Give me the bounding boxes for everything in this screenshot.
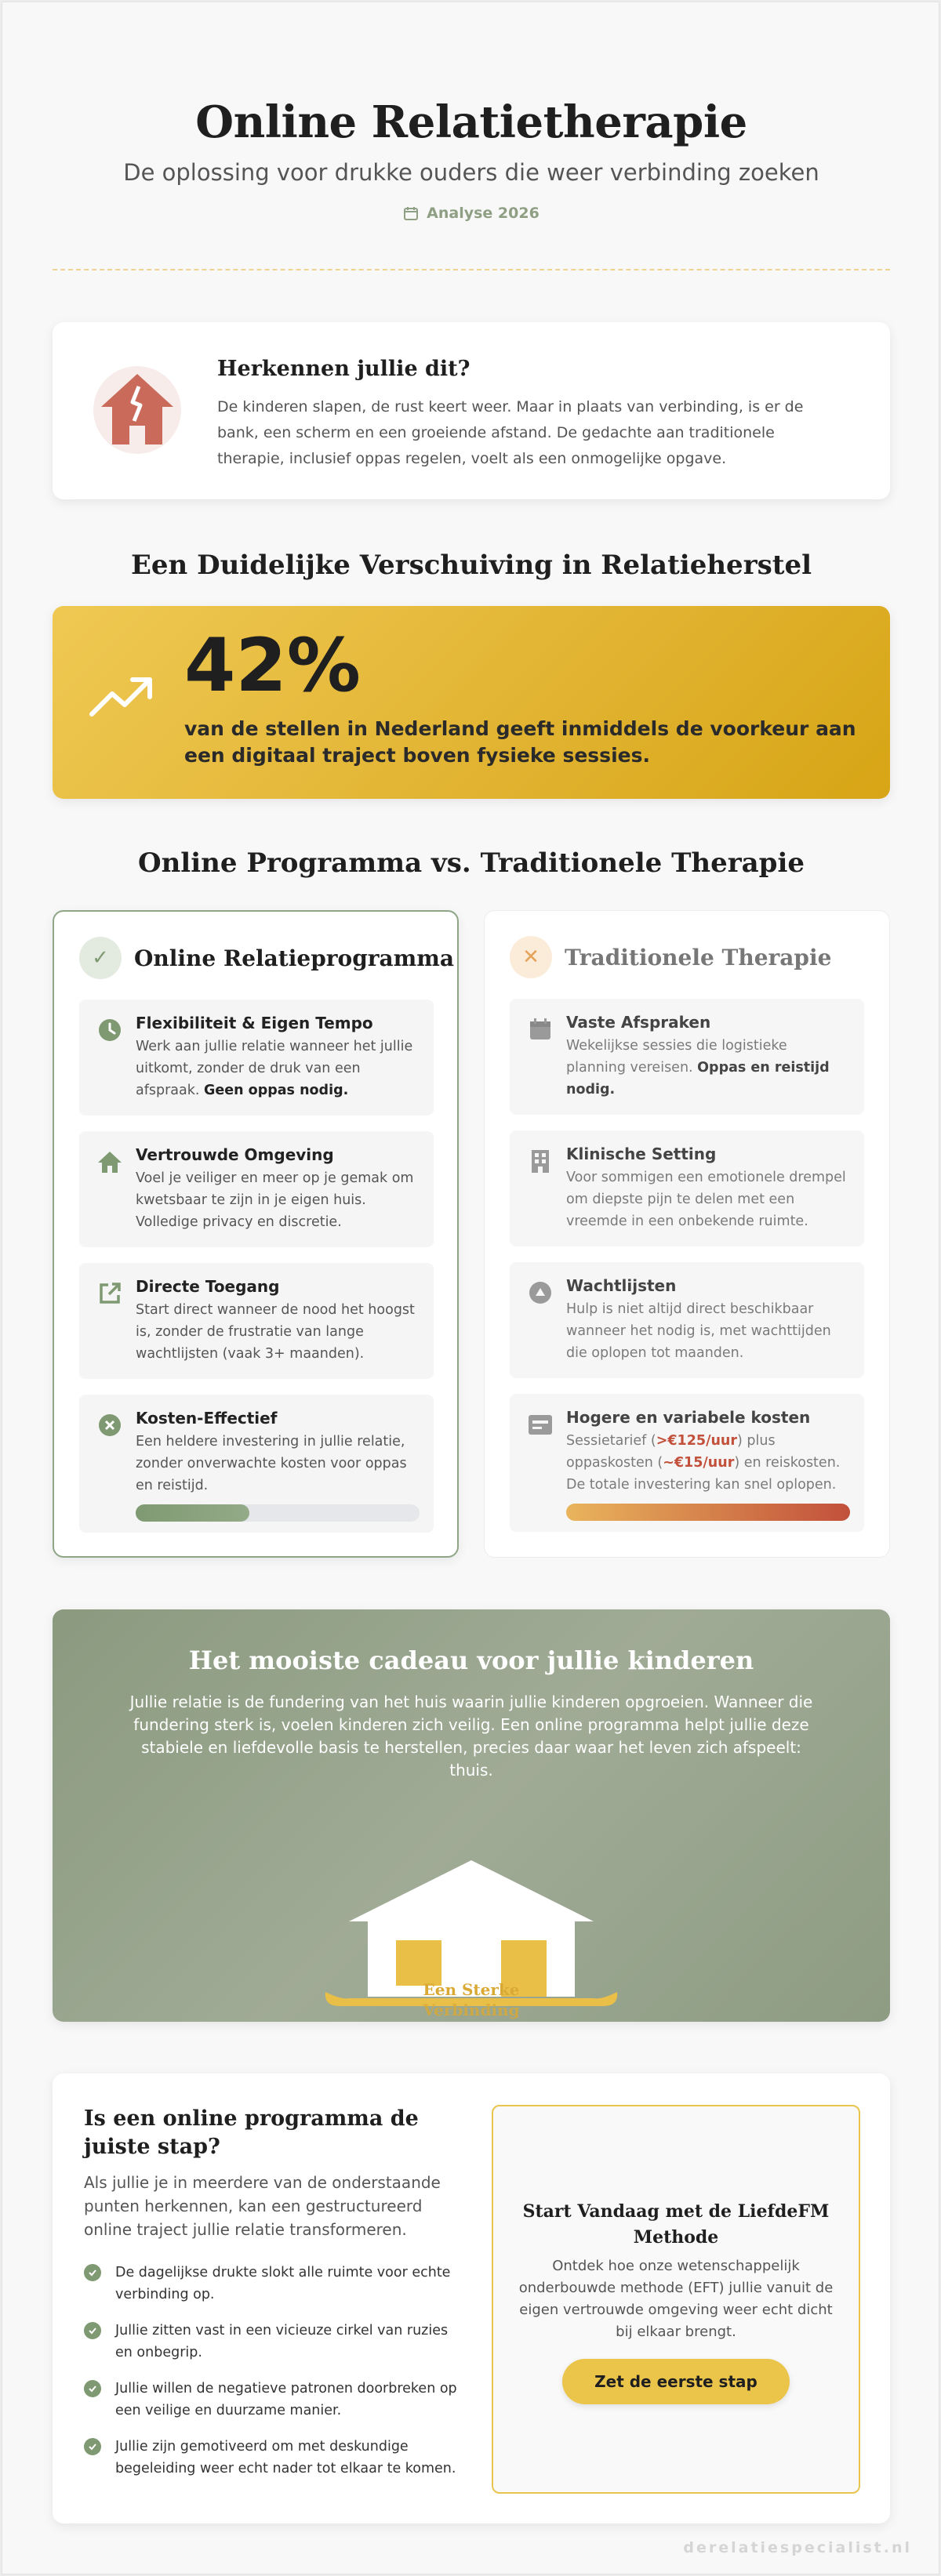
date-label <box>2 205 940 222</box>
traditional-therapy-card <box>484 910 890 1558</box>
date-text: Analyse 2026 <box>427 205 540 222</box>
online-item-body: Start direct wanneer de nood het hoogst is, zonder de frustratie van lange wachtlijsten (vaak 3+ maanden). <box>136 1302 415 1362</box>
online-item-body: Voel je veiliger en meer op je gemak om kwetsbaar te zijn in je eigen huis. Volledige privacy en discretie. <box>136 1170 414 1230</box>
house-label-1: Een Sterke <box>423 1980 520 1999</box>
home-icon <box>96 1148 123 1175</box>
page-title: Online Relatietherapie <box>195 96 747 148</box>
check-icon: ✓ <box>79 937 122 979</box>
shift-title: Een Duidelijke Verschuiving in Relatieherstel <box>130 550 812 581</box>
recognize-title: Herkennen jullie dit? <box>217 357 470 381</box>
online-item <box>79 1131 434 1247</box>
traditional-item <box>510 1262 864 1378</box>
cta-box-title: Start Vandaag met de LiefdeFM Methode <box>522 2201 830 2248</box>
close-icon: ✕ <box>510 936 552 978</box>
calendar-icon <box>403 205 419 221</box>
check-circle-icon <box>84 2322 101 2339</box>
cta-box <box>492 2105 860 2494</box>
divider <box>53 269 890 270</box>
traditional-item-title: Vaste Afspraken <box>566 1013 711 1032</box>
page-subtitle: De oplossing voor drukke ouders die weer verbinding zoeken <box>123 159 819 186</box>
traditional-item-body: Sessietarief (>€125/uur) plus oppaskosten (~€15/uur) en reiskosten. De totale investering kan snel oplopen. <box>566 1433 841 1493</box>
calendar-icon <box>527 1016 554 1043</box>
online-item <box>79 1263 434 1379</box>
traditional-cost-fill <box>566 1504 850 1521</box>
gift-title: Het mooiste cadeau voor jullie kinderen <box>188 1645 754 1675</box>
house-label-2: Verbinding <box>423 2001 520 2019</box>
comparison-title: Online Programma vs. Traditionele Therapie <box>137 847 805 879</box>
online-item-title: Vertrouwde Omgeving <box>136 1145 334 1164</box>
check-circle-icon <box>84 2438 101 2455</box>
online-title: Online Relatieprogramma <box>134 945 455 971</box>
traditional-item-body: Voor sommigen een emotionele drempel om diepste pijn te delen met een vreemde in een onbekende ruimte. <box>566 1170 846 1229</box>
external-link-icon <box>96 1280 123 1307</box>
house-foundation-illustration <box>53 1813 890 2022</box>
stat-text: van de stellen in Nederland geeft inmiddels de voorkeur aan een digitaal traject boven fysieke sessies. <box>184 717 856 767</box>
cta-intro: Als jullie je in meerdere van de onderstaande punten herkennen, kan een gestructureerd online traject jullie relatie transformeren. <box>84 2173 441 2239</box>
check-circle-icon <box>84 2264 101 2281</box>
building-icon <box>527 1148 554 1174</box>
traditional-item <box>510 1394 864 1532</box>
stat-percentage: 42% <box>184 623 361 709</box>
recognize-card <box>53 322 890 499</box>
cta-title: Is een online programma de juiste stap? <box>84 2106 419 2159</box>
traditional-item <box>510 999 864 1115</box>
wallet-icon <box>527 1411 554 1438</box>
broken-home-icon <box>90 363 184 457</box>
online-item-title: Kosten-Effectief <box>136 1409 278 1428</box>
footer-url[interactable]: derelatiespecialist.nl <box>683 2539 912 2556</box>
cta-box-body: Ontdek hoe onze wetenschappelijk onderbouwde methode (EFT) jullie vanuit de eigen vertrouwde omgeving weer echt dicht bij elkaar brengt. <box>518 2258 834 2340</box>
page <box>2 2 939 2574</box>
first-step-button[interactable]: Zet de eerste stap <box>562 2359 790 2404</box>
traditional-item-title: Hogere en variabele kosten <box>566 1408 811 1427</box>
checklist-text: De dagelijkse drukte slokt alle ruimte voor echte verbinding op. <box>115 2265 451 2302</box>
online-item <box>79 1000 434 1116</box>
checklist-text: Jullie zitten vast in een vicieuze cirkel van ruzies en onbegrip. <box>115 2323 449 2360</box>
online-item-title: Flexibiliteit & Eigen Tempo <box>136 1014 373 1032</box>
trend-up-icon <box>89 673 154 719</box>
online-cost-fill <box>136 1504 249 1522</box>
recognize-body: De kinderen slapen, de rust keert weer. Maar in plaats van verbinding, is er de bank, een scherm en een groeiende afstand. De gedachte aan traditionele therapie, inclusief oppas regelen, voelt als een onmogelijke opgave. <box>217 398 804 467</box>
traditional-item-title: Klinische Setting <box>566 1145 717 1163</box>
header <box>2 96 940 222</box>
checklist-text: Jullie willen de negatieve patronen doorbreken op een veilige en duurzame manier. <box>115 2381 457 2418</box>
stat-banner <box>53 606 890 799</box>
online-item-title: Directe Toegang <box>136 1277 280 1296</box>
traditional-title: Traditionele Therapie <box>565 944 832 971</box>
gift-body: Jullie relatie is de fundering van het huis waarin jullie kinderen opgroeien. Wanneer die fundering sterk is, voelen kinderen zich veilig. Een online programma helpt jullie deze stabiele en liefdevolle basis te herstellen, precies daar waar het leven zich afspeelt: thuis. <box>129 1693 813 1780</box>
traditional-item <box>510 1130 864 1246</box>
online-program-card <box>53 910 459 1558</box>
online-item-body: Een heldere investering in jullie relatie, zonder onverwachte kosten voor oppas en reistijd. <box>136 1434 407 1493</box>
check-circle-icon <box>84 2380 101 2397</box>
traditional-item-title: Wachtlijsten <box>566 1276 677 1295</box>
gift-banner <box>53 1609 890 2022</box>
checklist-text: Jullie zijn gemotiveerd om met deskundige begeleiding weer echt nader tot elkaar te komen. <box>115 2439 456 2476</box>
session-rate: >€125/uur <box>656 1433 738 1449</box>
online-item <box>79 1395 434 1533</box>
traditional-item-body: Hulp is niet altijd direct beschikbaar wanneer het nodig is, met wachttijden die oplopen tot maanden. <box>566 1301 831 1361</box>
babysitter-rate: ~€15/uur <box>663 1455 735 1471</box>
online-cost-bar <box>136 1504 420 1522</box>
clock-icon <box>96 1017 123 1043</box>
online-item-body: Werk aan jullie relatie wanneer het jullie uitkomt, zonder de druk van een afspraak. Geen oppas nodig. <box>136 1039 413 1098</box>
hourglass-icon <box>527 1279 554 1306</box>
traditional-cost-bar <box>566 1504 850 1521</box>
cost-icon <box>96 1412 123 1439</box>
cta-section <box>53 2073 890 2523</box>
traditional-item-body: Wekelijkse sessies die logistieke planning vereisen. Oppas en reistijd nodig. <box>566 1038 830 1098</box>
